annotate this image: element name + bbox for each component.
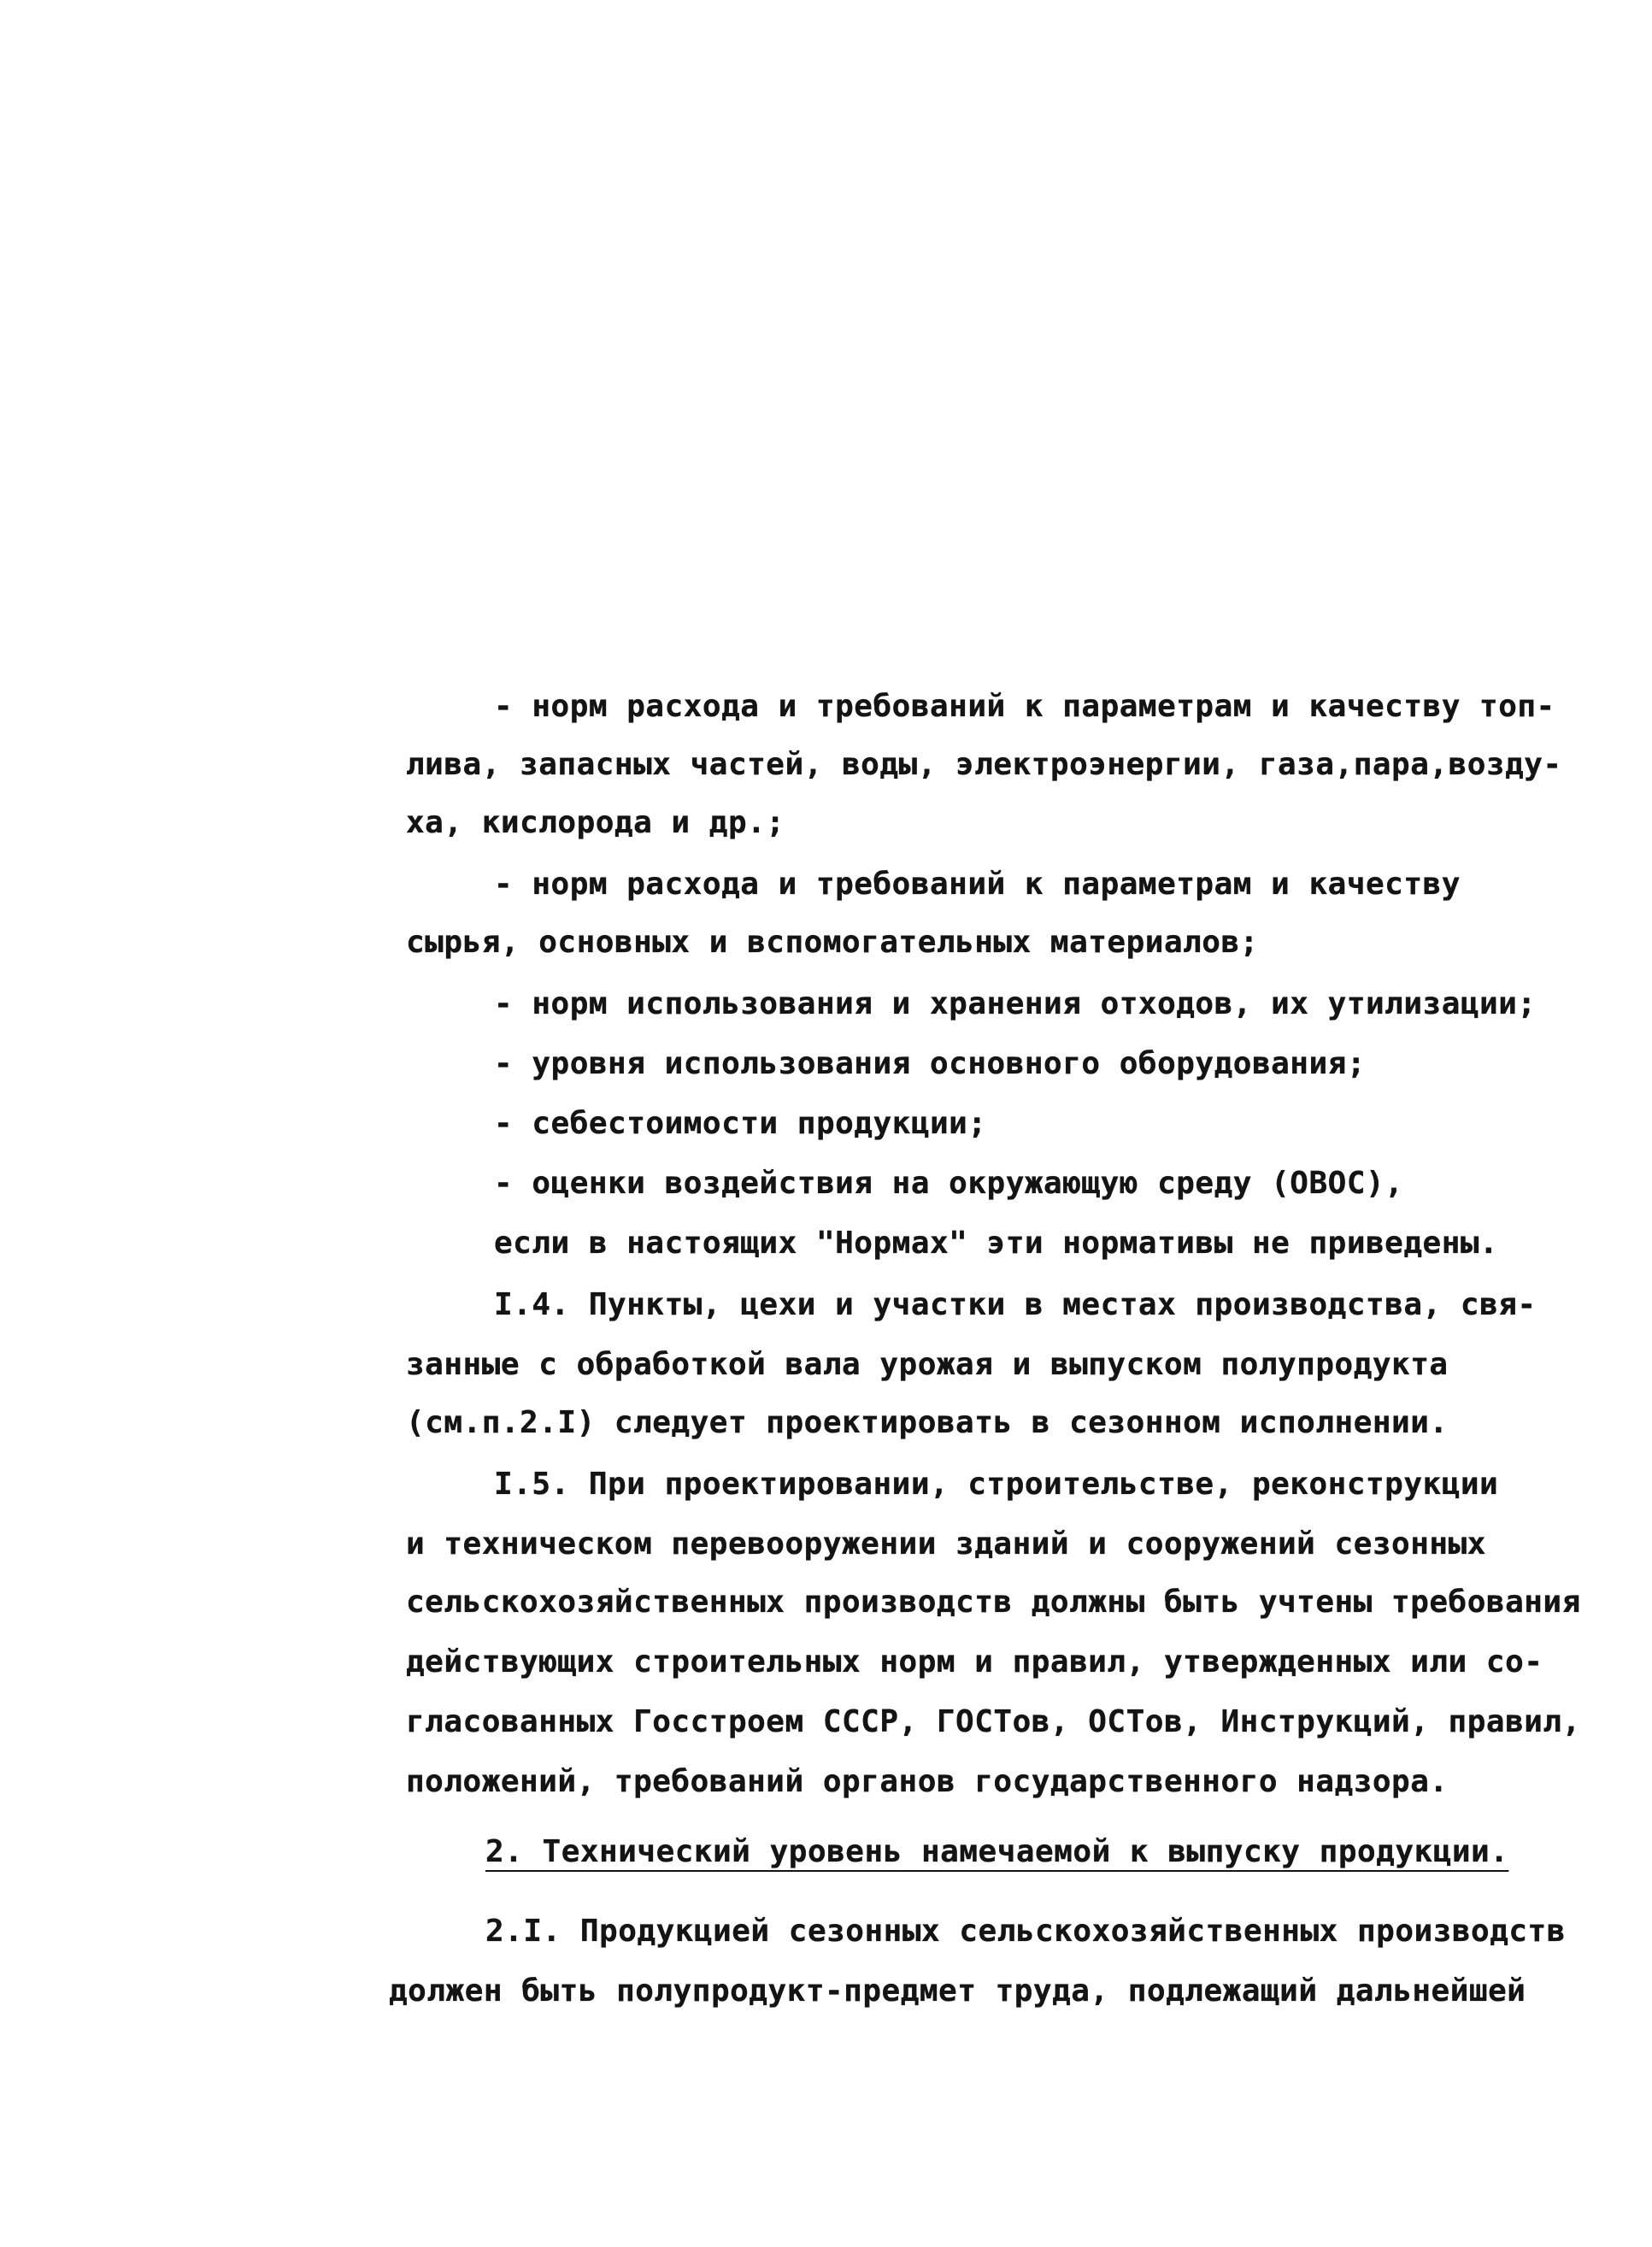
text-line: сельскохозяйственных производств должны быть учтены требования: [406, 1585, 1581, 1620]
text-line: гласованных Госстроем СССР, ГОСТов, ОСТов, Инструкций, правил,: [406, 1704, 1581, 1739]
text-line: - себестоимости продукции;: [494, 1106, 987, 1141]
text-line: если в настоящих "Нормах" эти нормативы не приведены.: [494, 1226, 1499, 1261]
paragraph-1-4-start: I.4. Пункты, цехи и участки в местах производства, свя-: [494, 1287, 1537, 1322]
text-line: - оценки воздействия на окружающую среду (ОВОС),: [494, 1166, 1404, 1201]
text-line: положений, требований органов государственного надзора.: [406, 1764, 1449, 1799]
text-line: должен быть полупродукт-предмет труда, подлежащий дальнейшей: [389, 1973, 1526, 2009]
text-line: и техническом перевооружении зданий и сооружений сезонных: [406, 1526, 1486, 1562]
paragraph-1-5-start: I.5. При проектировании, строительстве, реконструкции: [494, 1467, 1499, 1502]
text-line: сырья, основных и вспомогательных материалов;: [406, 925, 1259, 960]
text-line: - норм расхода и требований к параметрам и качеству топ-: [494, 689, 1555, 724]
paragraph-2-1-start: 2.I. Продукцией сезонных сельскохозяйственных производств: [485, 1914, 1566, 1949]
text-line: (см.п.2.I) следует проектировать в сезонном исполнении.: [406, 1405, 1449, 1440]
text-line: лива, запасных частей, воды, электроэнергии, газа,пара,возду-: [406, 747, 1562, 782]
text-line: - норм использования и хранения отходов, их утилизации;: [494, 986, 1537, 1021]
text-line: действующих строительных норм и правил, утвержденных или со-: [406, 1644, 1543, 1679]
text-line: ха, кислорода и др.;: [406, 805, 785, 840]
text-line: - уровня использования основного оборудования;: [494, 1046, 1366, 1081]
text-line: - норм расхода и требований к параметрам и качеству: [494, 867, 1461, 902]
section-2-heading: 2. Технический уровень намечаемой к выпуску продукции.: [485, 1834, 1509, 1869]
text-line: занные с обработкой вала урожая и выпуском полупродукта: [406, 1347, 1449, 1382]
